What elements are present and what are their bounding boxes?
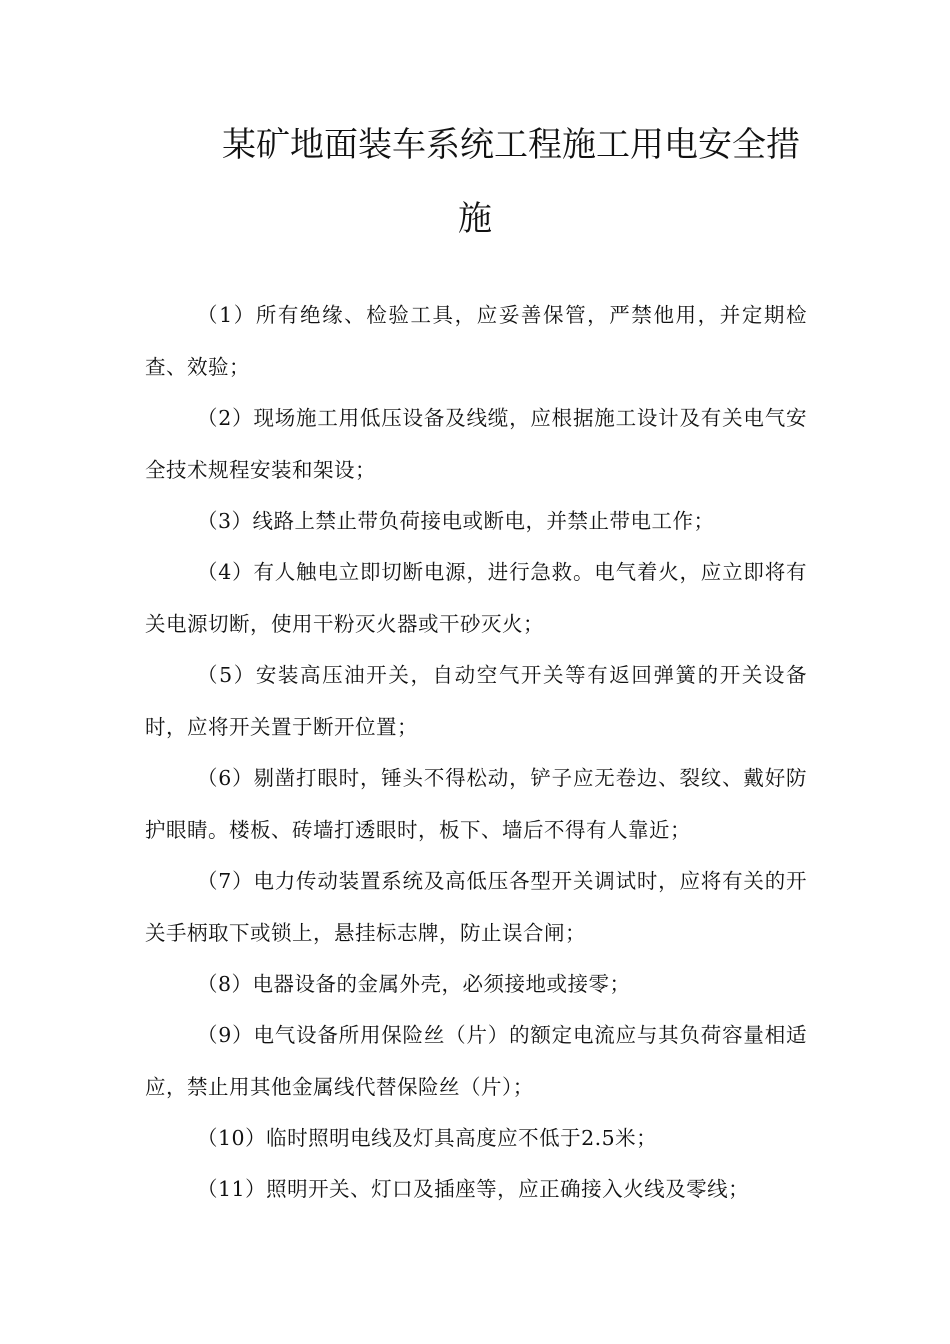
paragraph-item-6: （6）剔凿打眼时，锤头不得松动，铲子应无卷边、裂纹、戴好防护眼睛。楼板、砖墙打透眼时，板下、墙后不得有人靠近； [145, 765, 807, 842]
document-title-line1: 某矿地面装车系统工程施工用电安全措 [222, 125, 800, 165]
paragraph-item-7: （7）电力传动装置系统及高低压各型开关调试时，应将有关的开关手柄取下或锁上，悬挂标志牌，防止误合闸； [145, 868, 807, 945]
paragraph-item-5: （5）安装高压油开关，自动空气开关等有返回弹簧的开关设备时，应将开关置于断开位置； [145, 662, 807, 739]
paragraph-item-2: （2）现场施工用低压设备及线缆，应根据施工设计及有关电气安全技术规程安装和架设； [145, 405, 807, 482]
paragraph-item-9: （9）电气设备所用保险丝（片）的额定电流应与其负荷容量相适应，禁止用其他金属线代替保险丝（片）； [145, 1022, 807, 1099]
paragraph-item-8: （8）电器设备的金属外壳，必须接地或接零； [197, 971, 631, 996]
paragraph-item-10: （10）临时照明电线及灯具高度应不低于2.5米； [197, 1125, 658, 1150]
document-title-line2: 施 [458, 199, 492, 239]
paragraph-item-4: （4）有人触电立即切断电源，进行急救。电气着火，应立即将有关电源切断，使用干粉灭火器或干砂灭火； [145, 559, 807, 636]
paragraph-item-3: （3）线路上禁止带负荷接电或断电，并禁止带电工作； [197, 508, 715, 533]
paragraph-item-11: （11）照明开关、灯口及插座等，应正确接入火线及零线； [197, 1176, 750, 1201]
paragraph-item-1: （1）所有绝缘、检验工具，应妥善保管，严禁他用，并定期检查、效验； [145, 302, 807, 379]
